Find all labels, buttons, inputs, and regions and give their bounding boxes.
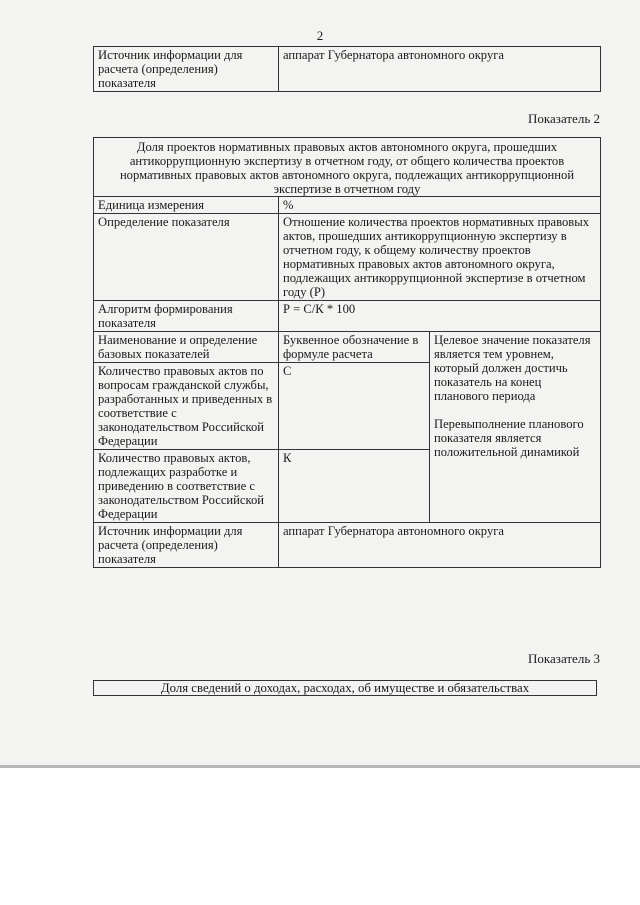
- source-value: аппарат Губернатора автономного округа: [279, 47, 601, 92]
- source-label-2: Источник информации для расчета (определения) показателя: [94, 523, 279, 568]
- indicator-3-title: Доля сведений о доходах, расходах, об имуществе и обязательствах: [93, 680, 597, 696]
- unit-value: %: [279, 197, 601, 214]
- target-text-2: Перевыполнение планового показателя является положительной динамикой: [434, 417, 584, 459]
- base-row-2-name: Количество правовых актов, подлежащих разработке и приведению в соответствие с законодательством Российской Федерации: [94, 450, 279, 523]
- base-header-symbol: Буквенное обозначение в формуле расчета: [279, 332, 430, 363]
- algorithm-label: Алгоритм формирования показателя: [94, 301, 279, 332]
- source-label: Источник информации для расчета (определения) показателя: [94, 47, 279, 92]
- table-row: [94, 197, 601, 214]
- base-row-1-name: Количество правовых актов по вопросам гражданской службы, разработанных и приведенных в соответствие с законодательством Российской Федерации: [94, 363, 279, 450]
- algorithm-value: Р = С/К * 100: [279, 301, 601, 332]
- indicator-2-table: [93, 137, 601, 568]
- definition-label: Определение показателя: [94, 214, 279, 301]
- table-row: [94, 332, 601, 363]
- target-description: [430, 332, 601, 523]
- table-row: [94, 214, 601, 301]
- target-text-1: Целевое значение показателя является тем уровнем, который должен достичь показатель на конец планового периода: [434, 333, 591, 403]
- table-row: [94, 138, 601, 197]
- table-row: [94, 301, 601, 332]
- source-value-2: аппарат Губернатора автономного округа: [279, 523, 601, 568]
- page-number: 2: [316, 28, 324, 43]
- base-row-2-symbol: К: [279, 450, 430, 523]
- base-header-name: Наименование и определение базовых показателей: [94, 332, 279, 363]
- base-row-1-symbol: С: [279, 363, 430, 450]
- definition-value: Отношение количества проектов нормативных правовых актов, прошедших антикоррупционную экспертизу в отчетном году, к общему количеству проектов нормативных правовых актов автономного округа, подлежащих антикоррупционной экспертизе в отчетном году (Р): [279, 214, 601, 301]
- table-row: [94, 47, 601, 92]
- indicator-3-label: Показатель 3: [528, 651, 600, 666]
- source-table-top: [93, 46, 601, 92]
- indicator-2-title: Доля проектов нормативных правовых актов автономного округа, прошедших антикоррупционную экспертизу в отчетном году, от общего количества проектов нормативных правовых актов автономного округа, подлежащих антикоррупционной экспертизе в отчетном году: [94, 138, 601, 197]
- table-row: [94, 523, 601, 568]
- unit-label: Единица измерения: [94, 197, 279, 214]
- indicator-2-label: Показатель 2: [528, 111, 600, 126]
